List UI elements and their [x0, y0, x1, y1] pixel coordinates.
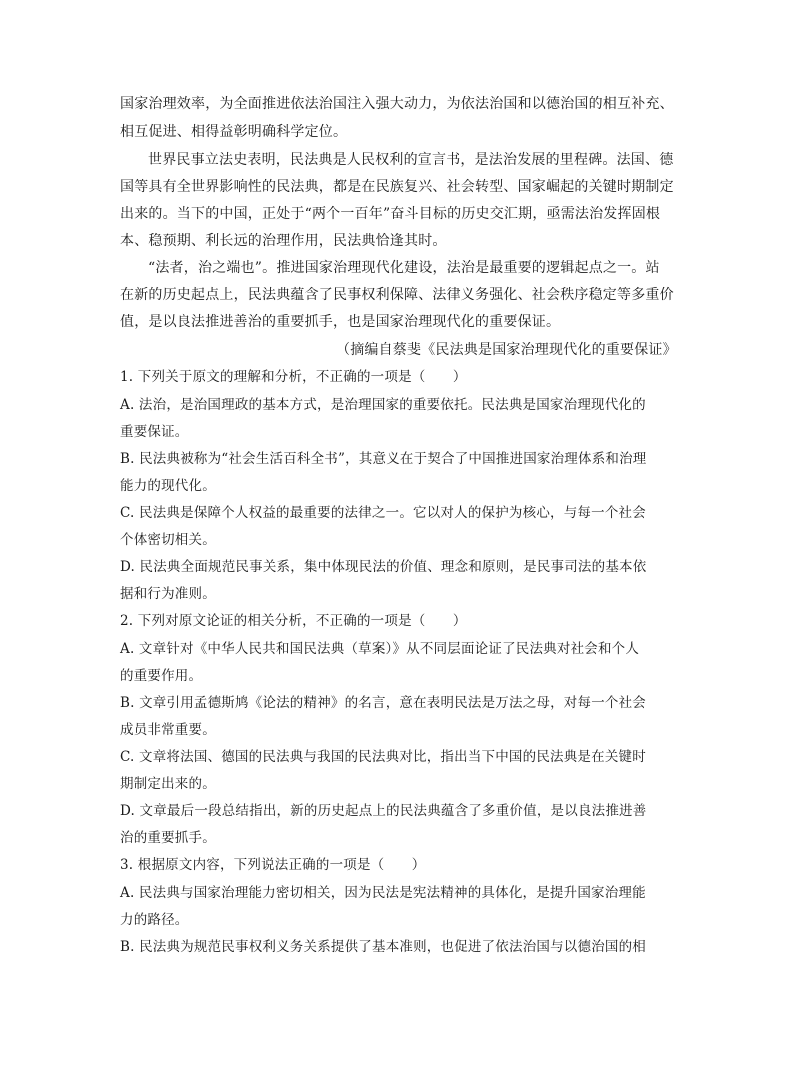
passage-line: 相互促进、相得益彰明确科学定位。 — [120, 124, 348, 140]
question-1-option-c-cont: 个体密切相关。 — [120, 532, 216, 548]
question-1-option-c: C. 民法典是保障个人权益的最重要的法律之一。它以对人的保护为核心，与每一个社会 — [120, 505, 646, 521]
passage-line: 国等具有全世界影响性的民法典，都是在民族复兴、社会转型、国家崛起的关键时期制定 — [120, 179, 674, 195]
passage-line: 出来的。当下的中国，正处于“两个一百年”奋斗目标的历史交汇期，亟需法治发挥固根 — [120, 206, 661, 222]
question-2-stem: 2. 下列对原文论证的相关分析，不正确的一项是（ ） — [120, 613, 467, 629]
question-3-stem: 3. 根据原文内容，下列说法正确的一项是（ ） — [120, 857, 426, 873]
passage-line: “法者，治之端也”。推进国家治理现代化建设，法治是最重要的逻辑起点之一。站 — [148, 260, 660, 276]
passage-line: 在新的历史起点上，民法典蕴含了民事权利保障、法律义务强化、社会秩序稳定等多重价 — [120, 287, 674, 303]
passage-line: 本、稳预期、利长远的治理作用，民法典恰逢其时。 — [120, 233, 447, 249]
question-2-option-c-cont: 期制定出来的。 — [120, 776, 216, 792]
passage-line: 值，是以良法推进善治的重要抓手，也是国家治理现代化的重要保证。 — [120, 314, 561, 330]
passage-line: 国家治理效率，为全面推进依法治国注入强大动力，为依法治国和以德治国的相互补充、 — [120, 96, 674, 112]
question-3-option-a: A. 民法典与国家治理能力密切相关，因为民法是宪法精神的具体化，是提升国家治理能 — [120, 885, 646, 901]
source-citation: （摘编自蔡斐《民法典是国家治理现代化的重要保证》 — [336, 342, 677, 358]
question-2-option-d-cont: 治的重要抓手。 — [120, 830, 216, 846]
question-2-option-a: A. 文章针对《中华人民共和国民法典（草案）》从不同层面论证了民法典对社会和个人 — [120, 641, 640, 657]
question-1-option-d: D. 民法典全面规范民事关系，集中体现民法的价值、理念和原则，是民事司法的基本依 — [120, 559, 647, 575]
passage-line: 世界民事立法史表明，民法典是人民权利的宣言书，是法治发展的里程碑。法国、德 — [148, 152, 674, 168]
question-2-option-b-cont: 成员非常重要。 — [120, 722, 216, 738]
question-2-option-a-cont: 的重要作用。 — [120, 668, 203, 684]
question-1-option-a: A. 法治，是治国理政的基本方式，是治理国家的重要依托。民法典是国家治理现代化的 — [120, 397, 646, 413]
question-1-option-a-cont: 重要保证。 — [120, 424, 189, 440]
question-1-option-d-cont: 据和行为准则。 — [120, 586, 216, 602]
question-1-stem: 1. 下列关于原文的理解和分析，不正确的一项是（ ） — [120, 369, 467, 385]
question-3-option-b: B. 民法典为规范民事权利义务关系提供了基本准则，也促进了依法治国与以德治国的相 — [120, 939, 647, 955]
question-3-option-a-cont: 力的路径。 — [120, 912, 189, 928]
question-1-option-b-cont: 能力的现代化。 — [120, 478, 216, 494]
question-2-option-c: C. 文章将法国、德国的民法典与我国的民法典对比，指出当下中国的民法典是在关键时 — [120, 749, 646, 765]
question-2-option-d: D. 文章最后一段总结指出，新的历史起点上的民法典蕴含了多重价值，是以良法推进善 — [120, 803, 647, 819]
question-2-option-b: B. 文章引用孟德斯鸠《论法的精神》的名言，意在表明民法是万法之母，对每一个社会 — [120, 695, 647, 711]
question-1-option-b: B. 民法典被称为“社会生活百科全书”，其意义在于契合了中国推进国家治理体系和治理 — [120, 451, 647, 467]
